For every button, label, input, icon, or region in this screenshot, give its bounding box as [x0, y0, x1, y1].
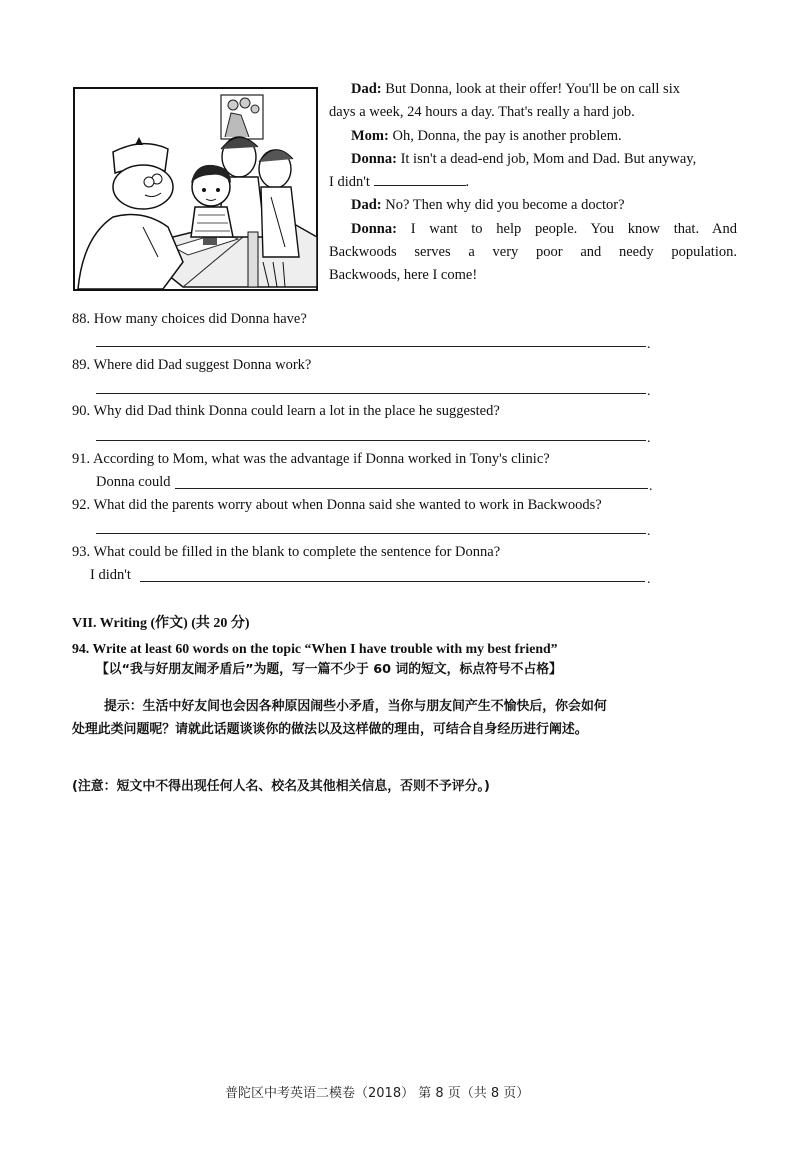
- dialog-line-donna-1: [329, 148, 737, 171]
- question-93-answer-prefix: I didn't: [90, 567, 131, 583]
- question-92: 92. What did the parents worry about when Donna said she wanted to work in Backwoods?: [72, 497, 602, 513]
- dialog-text: I didn't: [329, 174, 370, 191]
- answer-period: .: [647, 572, 651, 587]
- dialog-text: Backwoods, here I come!: [329, 267, 478, 284]
- dialog-illustration: [73, 87, 318, 291]
- dialog-text: No? Then why did you become a doctor?: [385, 197, 625, 214]
- dialog-answer-blank[interactable]: [374, 171, 466, 186]
- writing-task-cn: 【以“我与好朋友闹矛盾后”为题，写一篇不少于 60 词的短文，标点符号不占格】: [96, 662, 562, 677]
- dialog-passage: [329, 78, 737, 288]
- question-93: 93. What could be filled in the blank to complete the sentence for Donna?: [72, 544, 501, 560]
- answer-period: .: [647, 524, 651, 539]
- question-91: 91. According to Mom, what was the advantage if Donna worked in Tony's clinic?: [72, 451, 550, 467]
- dialog-line-dad-2: [329, 194, 737, 217]
- question-91-answer-prefix: Donna could: [96, 474, 171, 490]
- answer-line-88[interactable]: [96, 346, 646, 347]
- answer-period: .: [647, 431, 651, 446]
- dialog-text: I want to help people. You know that. And: [410, 220, 738, 237]
- writing-section-title: VII. Writing (作文) (共 20 分): [72, 616, 250, 631]
- speaker-dad: Dad:: [351, 81, 382, 97]
- writing-hint-line-1: 提示：生活中好友间也会因各种原因闹些小矛盾，当你与朋友间产生不愉快后，你会如何: [104, 699, 607, 714]
- dialog-text: But Donna, look at their offer! You'll be on call six: [385, 81, 680, 97]
- question-90: 90. Why did Dad think Donna could learn a lot in the place he suggested?: [72, 403, 500, 419]
- speaker-dad: Dad:: [351, 197, 382, 214]
- dialog-line-donna-2-end: [329, 264, 737, 287]
- page-footer: 普陀区中考英语二模卷（2018） 第 8 页（共 8 页）: [225, 1086, 530, 1101]
- answer-line-90[interactable]: [96, 440, 646, 441]
- answer-line-89[interactable]: [96, 393, 646, 394]
- dialog-text: days a week, 24 hours a day. That's really a hard job.: [329, 104, 635, 121]
- dialog-line-donna-2: [329, 218, 737, 241]
- answer-period: .: [647, 337, 651, 352]
- answer-line-91[interactable]: [175, 488, 648, 489]
- question-88: 88. How many choices did Donna have?: [72, 311, 307, 327]
- dialog-line-dad-1: [329, 78, 737, 101]
- writing-task: 94. Write at least 60 words on the topic “When I have trouble with my best friend”: [72, 641, 558, 656]
- dialog-line-mom: [329, 125, 737, 148]
- dialog-line-donna-1-cont: I didn't .: [329, 171, 737, 194]
- answer-period: .: [649, 479, 653, 494]
- dialog-text: Backwoods serves a very poor and needy population.: [329, 244, 737, 261]
- speaker-mom: Mom:: [351, 127, 389, 144]
- speaker-donna: Donna:: [351, 150, 397, 167]
- writing-note: (注意：短文中不得出现任何人名、校名及其他相关信息，否则不予评分。): [72, 779, 490, 794]
- answer-line-92[interactable]: [96, 533, 646, 534]
- dialog-line-donna-2-cont: [329, 241, 737, 264]
- doctor-family-illustration: [73, 87, 318, 291]
- answer-period: .: [647, 384, 651, 399]
- dialog-line-dad-1-cont: [329, 101, 737, 124]
- speaker-donna: Donna:: [351, 220, 397, 237]
- writing-hint-line-2: 处理此类问题呢？请就此话题谈谈你的做法以及这样做的理由，可结合自身经历进行阐述。: [72, 722, 588, 737]
- question-89: 89. Where did Dad suggest Donna work?: [72, 357, 312, 373]
- dialog-text: It isn't a dead-end job, Mom and Dad. But anyway,: [400, 150, 697, 167]
- answer-line-93[interactable]: [140, 581, 645, 582]
- dialog-text: Oh, Donna, the pay is another problem.: [392, 127, 622, 144]
